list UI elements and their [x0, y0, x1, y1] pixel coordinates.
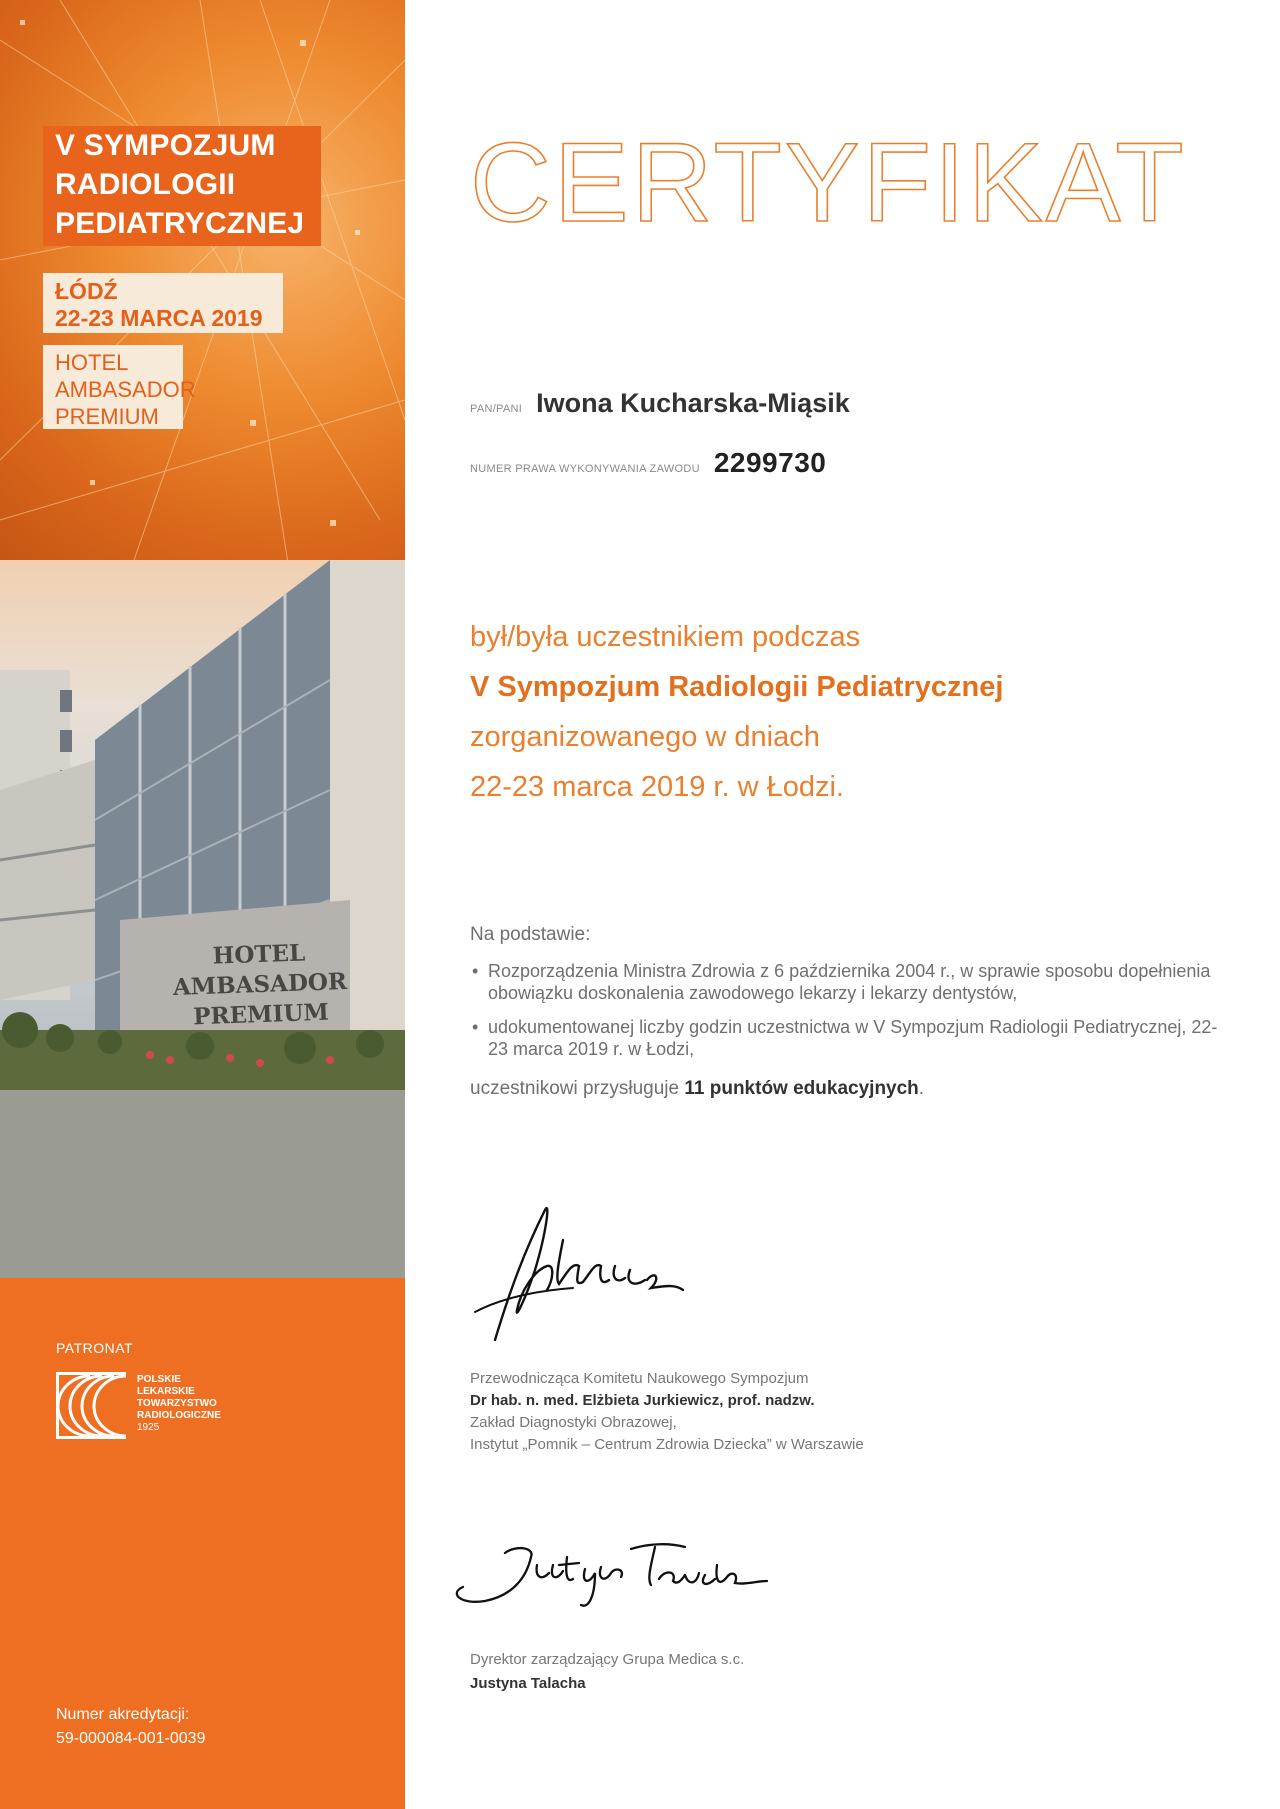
signatory-2-name: Justyna Talacha	[470, 1675, 586, 1692]
license-label: NUMER PRAWA WYKONYWANIA ZAWODU	[470, 463, 700, 475]
patron-name	[137, 1374, 221, 1434]
event-title-box	[43, 126, 321, 246]
legal-basis-title: Na podstawie:	[470, 924, 591, 945]
sign-line: AMBASADOR	[172, 967, 348, 1002]
points-suffix: .	[918, 1078, 925, 1099]
points-value: 11 punktów edukacyjnych	[684, 1078, 919, 1099]
hotel-line: AMBASADOR	[55, 377, 196, 402]
signatory-1-institute: Instytut „Pomnik – Centrum Zdrowia Dziecka” w Warszawie	[470, 1436, 864, 1453]
sign-line: HOTEL	[212, 939, 306, 970]
accreditation-number: 59-000084-001-0039	[56, 1730, 206, 1747]
legal-basis	[470, 924, 1230, 1100]
recipient-row	[470, 388, 850, 419]
certificate-title: CERTYFIKAT	[470, 120, 1187, 245]
accreditation-label: Numer akredytacji:	[56, 1706, 190, 1723]
signature-talacha	[445, 1535, 775, 1615]
event-city: ŁÓDŹ	[55, 278, 118, 304]
license-row	[470, 447, 826, 479]
patron-name-line: LEKARSKIE	[137, 1386, 195, 1397]
participation-statement	[470, 612, 1003, 812]
patron-name-line: TOWARZYSTWO	[137, 1398, 217, 1409]
signatory-2	[470, 1648, 744, 1696]
participation-dates: 22-23 marca 2019 r. w Łodzi.	[470, 771, 844, 803]
signatory-2-role: Dyrektor zarządzający Grupa Medica s.c.	[470, 1651, 745, 1668]
hotel-line: HOTEL	[55, 350, 129, 375]
legal-basis-list	[470, 960, 1230, 1060]
license-number: 2299730	[713, 447, 827, 478]
patronat-label: PATRONAT	[56, 1340, 134, 1356]
event-hotel-box	[43, 345, 196, 429]
recipient-label: PAN/PANI	[470, 403, 523, 415]
signatory-1-role: Przewodnicząca Komitetu Naukowego Sympozjum	[470, 1370, 809, 1387]
participation-line: zorganizowanego w dniach	[470, 721, 820, 753]
patron-name-line: POLSKIE	[137, 1374, 181, 1385]
event-place-box	[43, 273, 283, 333]
signatory-1	[470, 1368, 864, 1456]
participation-line: był/była uczestnikiem podczas	[470, 621, 861, 653]
list-item: • Rozporządzenia Ministra Zdrowia z 6 października 2004 r., w sprawie sposobu dopełnienia obowiązku doskonalenia zawodowego lekarzy i lekarzy dentystów,	[470, 960, 1230, 1004]
participation-event-name: V Sympozjum Radiologii Pediatrycznej	[470, 671, 1004, 703]
hotel-sign-text	[148, 936, 371, 1034]
points-statement	[470, 1078, 1230, 1100]
event-dates: 22-23 MARCA 2019	[55, 305, 263, 331]
hotel-building-illustration	[0, 560, 405, 1280]
sign-line: PREMIUM	[192, 998, 330, 1031]
recipient-name: Iwona Kucharska-Miąsik	[536, 388, 850, 418]
signature-jurkiewicz	[455, 1200, 695, 1350]
hotel-line: PREMIUM	[55, 404, 159, 429]
event-title-line: V SYMPOZJUM	[55, 129, 276, 162]
patron-year: 1925	[137, 1422, 160, 1433]
ptr-logo-icon	[56, 1372, 144, 1440]
signatory-1-name: Dr hab. n. med. Elżbieta Jurkiewicz, prof. nadzw.	[470, 1392, 815, 1409]
points-prefix: uczestnikowi przysługuje	[470, 1078, 685, 1099]
event-title-line: PEDIATRYCZNEJ	[55, 207, 305, 240]
event-title-line: RADIOLOGII	[55, 168, 236, 201]
list-item: • udokumentowanej liczby godzin uczestnictwa w V Sympozjum Radiologii Pediatrycznej, 22-23 marca 2019 r. w Łodzi,	[470, 1016, 1230, 1060]
patron-name-line: RADIOLOGICZNE	[137, 1410, 221, 1421]
signatory-1-unit: Zakład Diagnostyki Obrazowej,	[470, 1414, 677, 1431]
hotel-photo	[0, 560, 405, 1280]
left-banner	[0, 0, 405, 1809]
